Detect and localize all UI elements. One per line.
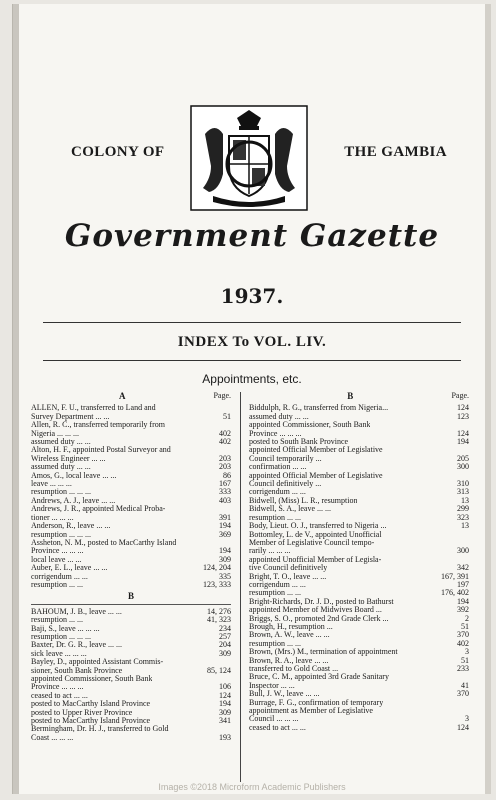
entry-text: Bull, J. W., leave ... ... [249, 690, 320, 699]
entry-text: Bright-Richards, Dr. J. D., posted to Bathurst [249, 597, 394, 606]
entry-text: Amos, G., local leave ... ... [31, 471, 117, 480]
entry-text: corrigendum ... ... [249, 580, 306, 589]
index-entry [31, 658, 231, 666]
column-head-left [31, 392, 231, 400]
entry-page: 309 [219, 554, 231, 564]
entry-text: Alton, H. F., appointed Postal Surveyor and [31, 446, 171, 455]
entry-text: Province ... ... ... [31, 683, 84, 692]
index-entry [249, 606, 469, 614]
entry-text: Auber, E. L., leave ... ... [31, 564, 108, 573]
entry-text: Brough, H., resumption ... [249, 622, 333, 631]
entry-text: resumption ... ... ... [31, 488, 91, 497]
entry-page: 124 [457, 428, 469, 438]
index-entry [31, 404, 231, 412]
entry-text: appointed Member of Midwives Board ... [249, 606, 382, 615]
entry-text: Bidwell, S. A., leave ... ... [249, 505, 331, 514]
gazette-page [12, 4, 491, 794]
index-entry [249, 699, 469, 707]
entry-page: 51 [223, 411, 231, 421]
index-entry [31, 446, 231, 454]
entry-text: corrigendum ... ... [249, 488, 306, 497]
royal-coat-of-arms-icon [189, 104, 309, 212]
entry-page: 194 [219, 699, 231, 709]
index-entry [249, 573, 469, 581]
entry-text: Survey Department ... ... [31, 412, 110, 421]
index-entry [249, 505, 469, 513]
letter-heading: A [118, 391, 126, 401]
index-entry [249, 657, 469, 665]
index-entry [31, 683, 231, 691]
index-title: INDEX To VOL. LIV. [177, 334, 327, 350]
header-right: THE GAMBIA [344, 144, 447, 160]
index-entry [249, 438, 469, 446]
index-entry [31, 497, 231, 505]
entry-text: Body, Lieut. O. J., transferred to Nigeria ... [249, 522, 387, 531]
index-entry [249, 472, 469, 480]
entry-text: appointed Commissioner, South Bank [31, 675, 153, 683]
entry-page: 403 [219, 495, 231, 505]
entry-page: 341 [219, 716, 231, 726]
index-entry [31, 455, 231, 463]
entry-text: confirmation ... ... [249, 463, 307, 472]
index-entry [31, 531, 231, 539]
header-left: COLONY OF [71, 144, 165, 160]
entry-text: Nigeria ... ... ... [31, 429, 79, 438]
index-entry [31, 488, 231, 496]
entry-text: resumption ... ... [31, 616, 83, 625]
entry-text: resumption ... ... [249, 513, 301, 522]
index-entry [249, 631, 469, 639]
index-entry [31, 709, 231, 717]
entry-text: resumption ... ... [249, 589, 301, 598]
entry-text: Brown, A. W., leave ... ... [249, 631, 330, 640]
entry-text: Province ... ... ... [249, 429, 302, 438]
entry-page: 402 [457, 638, 469, 648]
entry-text: corrigendum ... ... [31, 572, 88, 581]
index-entry [249, 707, 469, 715]
entry-text: appointment as Member of Legislative [249, 707, 373, 716]
entry-text: Province ... ... ... [31, 547, 84, 556]
entry-text: Inspector ... ... [249, 681, 295, 690]
entry-page: 41 [461, 680, 469, 690]
entry-text: assumed duty ... ... [249, 412, 309, 421]
entry-page: 106 [219, 682, 231, 692]
entry-text: resumption ... ... [31, 580, 83, 589]
entry-text: Bruce, C. M., appointed 3rd Grade Sanitary [249, 673, 389, 682]
entry-page: 124 [457, 403, 469, 413]
letter-heading: B [127, 591, 134, 602]
entry-text: Bright, T. O., leave ... ... [249, 572, 327, 581]
index-entry [249, 623, 469, 631]
index-entry [31, 480, 231, 488]
index-entry [31, 556, 231, 564]
entry-text: Baji, S., leave ... ... ... [31, 624, 100, 633]
entry-text: Council ... ... ... [249, 715, 299, 724]
entry-page: 204 [219, 640, 231, 650]
page-label: Page. [451, 391, 469, 400]
entry-text: resumption ... ... [249, 639, 301, 648]
entry-text: appointed Official Member of Legislative [249, 446, 383, 455]
entry-page: 51 [461, 655, 469, 665]
index-entry [249, 446, 469, 454]
entry-text: sick leave ... ... ... [31, 649, 87, 658]
index-entry [31, 641, 231, 649]
entry-text: resumption ... ... ... [31, 530, 91, 539]
entry-page: 176, 402 [441, 588, 469, 598]
entry-text: tioner ... ... ... [31, 513, 74, 522]
entry-page: 194 [219, 546, 231, 556]
index-entry [249, 413, 469, 421]
column-head-right [249, 392, 469, 400]
entry-text: Bayley, D., appointed Assistant Commis- [31, 658, 164, 667]
rule-bottom [43, 360, 461, 361]
entry-text: rarily ... ... ... [249, 547, 291, 556]
index-entry [249, 682, 469, 690]
entry-page: 391 [219, 512, 231, 522]
entry-text: tive Council definitively [249, 564, 328, 573]
entry-text: local leave ... ... [31, 555, 82, 564]
entry-text: posted to South Bank Province [249, 438, 349, 447]
index-entry [249, 564, 469, 572]
entry-list [31, 404, 231, 589]
index-entry [31, 522, 231, 530]
entry-text: transferred to Gold Coast ... [249, 665, 339, 673]
entry-page: 402 [219, 428, 231, 438]
entry-page: 124 [219, 690, 231, 700]
entry-page: 203 [219, 453, 231, 463]
entry-page: 194 [457, 596, 469, 606]
entry-text: Baxter, Dr. G. R., leave ... ... [31, 641, 122, 650]
entry-page: 2 [465, 613, 469, 623]
entry-page: 300 [457, 546, 469, 556]
entry-page: 167 [219, 479, 231, 489]
entry-page: 13 [461, 521, 469, 531]
index-entry [31, 725, 231, 733]
index-entry [31, 463, 231, 471]
index-entry [249, 665, 469, 673]
index-entry [249, 497, 469, 505]
index-entry [31, 717, 231, 725]
entry-page: 167, 391 [441, 571, 469, 581]
entry-text: ceased to act ... ... [31, 691, 88, 700]
index-entry [249, 480, 469, 488]
entry-text: resumption ... ... ... [31, 632, 91, 641]
index-entry [249, 615, 469, 623]
index-entry [249, 556, 469, 564]
entry-text: Brown, R. A., leave ... ... [249, 656, 329, 665]
column-divider [240, 392, 241, 782]
entry-text: leave ... ... ... [31, 480, 72, 489]
separator [31, 604, 231, 605]
index-entry [31, 514, 231, 522]
index-entry [31, 505, 231, 513]
index-entry [249, 673, 469, 681]
entry-page: 310 [457, 479, 469, 489]
watermark-footer: Images ©2018 Microform Academic Publishers [158, 782, 346, 792]
entry-page: 3 [465, 714, 469, 724]
index-entry [31, 692, 231, 700]
index-entry [249, 690, 469, 698]
index-entry [249, 547, 469, 555]
index-entry [249, 648, 469, 656]
entry-page: 370 [457, 630, 469, 640]
index-entry [31, 472, 231, 480]
entry-text: Bidwell, (Miss) L. R., resumption [249, 496, 358, 505]
entry-text: Council temporarily ... [249, 454, 322, 463]
entry-page: 335 [219, 571, 231, 581]
entry-text: Andrews, A. J., leave ... ... [31, 496, 116, 505]
entry-text: posted to MacCarthy Island Province [31, 717, 151, 726]
entry-page: 194 [457, 437, 469, 447]
entry-text: Bottomley, L. de V., appointed Unofficial [249, 530, 382, 539]
index-entry [31, 573, 231, 581]
index-entry [249, 488, 469, 496]
entry-page: 203 [219, 462, 231, 472]
index-entry [249, 404, 469, 412]
entry-page: 300 [457, 462, 469, 472]
entry-page: 3 [465, 647, 469, 657]
entry-page: 369 [219, 529, 231, 539]
entry-page: 85, 124 [207, 665, 231, 675]
entry-text: ALLEN, F. U., transferred to Land and [31, 404, 156, 413]
entry-text: Coast ... ... ... [31, 733, 74, 742]
entry-page: 197 [457, 579, 469, 589]
rule-top [43, 322, 461, 323]
entry-text: Andrews, J. R., appointed Medical Proba- [31, 505, 166, 514]
entry-text: Brown, (Mrs.) M., termination of appointment [249, 648, 398, 657]
index-entry [249, 430, 469, 438]
entry-text: posted to Upper River Province [31, 708, 133, 717]
entry-page: 86 [223, 470, 231, 480]
entry-page: 41, 323 [207, 615, 231, 625]
index-entry [249, 598, 469, 606]
entry-text: Briggs, S. O., promoted 2nd Grade Clerk ... [249, 614, 389, 623]
entry-text: appointed Unofficial Member of Legisla- [249, 555, 382, 564]
entry-page [467, 699, 469, 707]
index-entry [31, 633, 231, 641]
entry-page: 205 [457, 453, 469, 463]
entry-text: appointed Official Member of Legislative [249, 471, 383, 480]
entry-page: 342 [457, 563, 469, 573]
index-entry [31, 608, 231, 616]
year: 1937. [220, 284, 284, 308]
entry-page: 323 [457, 512, 469, 522]
entry-text: Anderson, R., leave ... ... [31, 522, 111, 531]
entry-text: posted to MacCarthy Island Province [31, 700, 151, 709]
index-entry [31, 547, 231, 555]
entry-page: 309 [219, 648, 231, 658]
entry-page: 370 [457, 689, 469, 699]
entry-text: Wireless Engineer ... ... [31, 454, 106, 463]
index-entry [249, 589, 469, 597]
index-entry [31, 430, 231, 438]
masthead-title: Government Gazette [64, 218, 440, 254]
entry-list [249, 404, 469, 732]
index-entry [249, 581, 469, 589]
entry-page: 313 [457, 487, 469, 497]
index-entry [249, 463, 469, 471]
entry-page: 333 [219, 487, 231, 497]
index-entry [31, 564, 231, 572]
index-entry [31, 438, 231, 446]
entry-page: 14, 276 [207, 606, 231, 616]
index-entry [249, 455, 469, 463]
entry-page [467, 531, 469, 539]
entry-page: 402 [219, 437, 231, 447]
entry-list [31, 608, 231, 743]
entry-text: Member of Legislative Council tempo- [249, 538, 375, 547]
page-label: Page. [213, 391, 231, 400]
entry-page: 124 [457, 722, 469, 732]
index-entry [249, 640, 469, 648]
entry-text: Council definitively ... [249, 480, 322, 489]
entry-page: 309 [219, 707, 231, 717]
index-column-right [249, 392, 469, 732]
entry-page: 123, 333 [203, 579, 231, 589]
entry-text: Assheton, N. M., posted to MacCarthy Island [31, 538, 177, 547]
entry-text: Biddulph, R. G., transferred from Nigeria... [249, 404, 389, 413]
index-entry [31, 675, 231, 683]
page-edge-left [13, 4, 19, 794]
index-entry [249, 724, 469, 732]
entry-text: Bermingham, Dr. H. J., transferred to Gold [31, 725, 169, 734]
entry-text: sioner, South Bank Province [31, 666, 123, 675]
index-entry [249, 514, 469, 522]
index-entry [31, 667, 231, 675]
index-entry [31, 421, 231, 429]
entry-page: 13 [461, 495, 469, 505]
entry-page: 194 [219, 521, 231, 531]
index-entry [249, 421, 469, 429]
index-entry [31, 625, 231, 633]
entry-page: 234 [219, 623, 231, 633]
entry-page: 124, 204 [203, 563, 231, 573]
entry-page: 392 [457, 605, 469, 615]
entry-page: 193 [219, 732, 231, 742]
index-entry [31, 413, 231, 421]
entry-text: assumed duty ... ... [31, 438, 91, 447]
entry-page: 123 [457, 411, 469, 421]
index-entry [31, 734, 231, 742]
entry-page: 299 [457, 504, 469, 514]
entry-text: ceased to act ... ... [249, 723, 306, 732]
index-entry [249, 539, 469, 547]
entry-page: 51 [461, 621, 469, 631]
index-entry [249, 715, 469, 723]
entry-text: BAHOUM, J. B., leave ... ... [31, 607, 122, 616]
entry-text: Burrage, F. G., confirmation of temporary [249, 698, 384, 707]
entry-page: 233 [457, 664, 469, 673]
section-subtitle: Appointments, etc. [202, 372, 302, 386]
letter-heading: B [347, 391, 354, 401]
index-entry [249, 531, 469, 539]
index-entry [31, 616, 231, 624]
index-entry [31, 581, 231, 589]
index-entry [31, 650, 231, 658]
index-entry [31, 539, 231, 547]
index-column-left [31, 392, 231, 742]
entry-text: assumed duty ... ... [31, 463, 91, 472]
entry-page: 257 [219, 631, 231, 641]
page-edge-right [485, 4, 491, 794]
entry-text: Allen, R. C., transferred temporarily from [31, 421, 165, 430]
index-entry [31, 700, 231, 708]
entry-text: appointed Commissioner, South Bank [249, 421, 371, 430]
index-entry [249, 522, 469, 530]
